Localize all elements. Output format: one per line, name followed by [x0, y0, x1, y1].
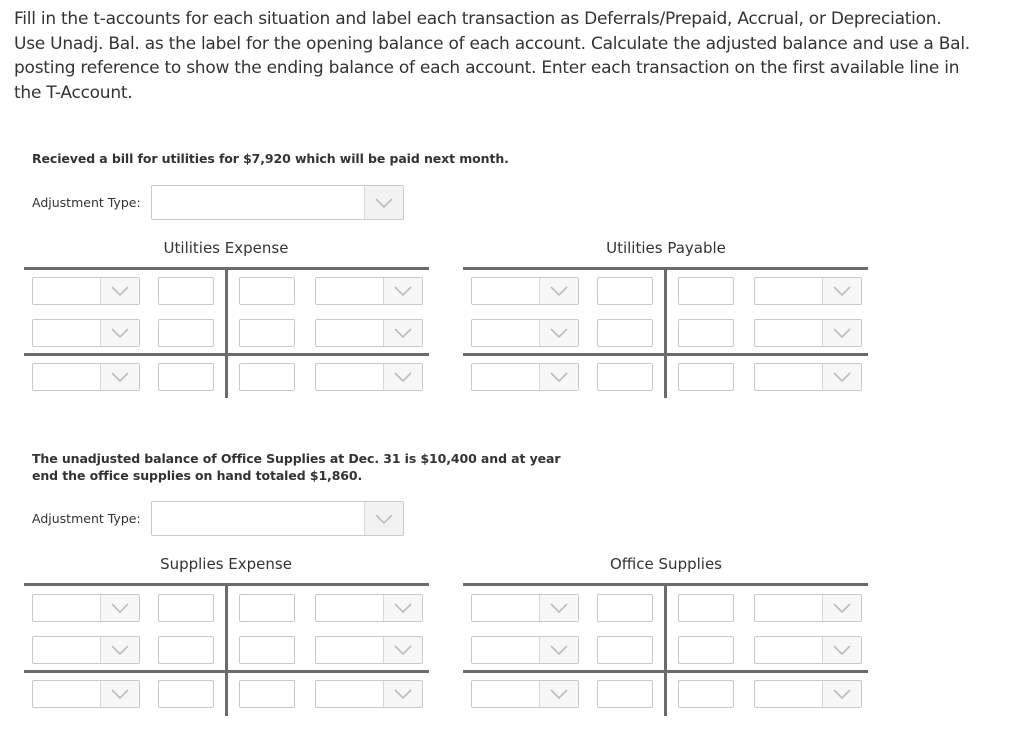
chevron-down-icon	[548, 601, 570, 615]
debit-label-select[interactable]	[471, 363, 579, 391]
dropdown-arrow[interactable]	[539, 320, 578, 346]
t-account-title: Office Supplies	[609, 555, 722, 573]
credit-amount-input[interactable]	[239, 636, 295, 664]
debit-amount-input[interactable]	[597, 319, 653, 347]
dropdown-arrow[interactable]	[100, 364, 139, 390]
debit-label-select[interactable]	[471, 680, 579, 708]
credit-amount-input[interactable]	[239, 319, 295, 347]
dropdown-arrow[interactable]	[822, 637, 861, 663]
debit-amount-input[interactable]	[597, 277, 653, 305]
debit-amount-input[interactable]	[158, 277, 214, 305]
dropdown-arrow[interactable]	[539, 681, 578, 707]
chevron-down-icon	[373, 196, 395, 210]
t-account-divider	[664, 267, 667, 398]
credit-amount-input[interactable]	[678, 636, 734, 664]
chevron-down-icon	[548, 370, 570, 384]
debit-label-select[interactable]	[471, 319, 579, 347]
dropdown-arrow[interactable]	[100, 278, 139, 304]
credit-label-select[interactable]	[754, 363, 862, 391]
debit-label-select[interactable]	[32, 277, 140, 305]
dropdown-arrow[interactable]	[539, 637, 578, 663]
chevron-down-icon	[392, 643, 414, 657]
chevron-down-icon	[392, 284, 414, 298]
credit-label-select[interactable]	[754, 277, 862, 305]
chevron-down-icon	[109, 370, 131, 384]
chevron-down-icon	[831, 601, 853, 615]
dropdown-arrow[interactable]	[822, 681, 861, 707]
credit-amount-input[interactable]	[678, 319, 734, 347]
chevron-down-icon	[831, 370, 853, 384]
dropdown-arrow[interactable]	[383, 595, 422, 621]
credit-amount-input[interactable]	[239, 363, 295, 391]
t-account-divider	[664, 583, 667, 716]
debit-amount-input[interactable]	[597, 680, 653, 708]
credit-label-select[interactable]	[315, 594, 423, 622]
chevron-down-icon	[392, 601, 414, 615]
debit-amount-input[interactable]	[158, 636, 214, 664]
debit-amount-input[interactable]	[597, 594, 653, 622]
dropdown-arrow[interactable]	[100, 681, 139, 707]
dropdown-arrow[interactable]	[539, 595, 578, 621]
debit-label-select[interactable]	[32, 363, 140, 391]
dropdown-arrow[interactable]	[364, 186, 403, 219]
dropdown-arrow[interactable]	[100, 320, 139, 346]
chevron-down-icon	[548, 687, 570, 701]
debit-amount-input[interactable]	[597, 636, 653, 664]
credit-label-select[interactable]	[315, 319, 423, 347]
dropdown-arrow[interactable]	[383, 278, 422, 304]
credit-label-select[interactable]	[315, 277, 423, 305]
dropdown-arrow[interactable]	[822, 278, 861, 304]
dropdown-arrow[interactable]	[822, 595, 861, 621]
chevron-down-icon	[373, 512, 395, 526]
credit-label-select[interactable]	[315, 636, 423, 664]
credit-label-select[interactable]	[315, 363, 423, 391]
credit-amount-input[interactable]	[678, 277, 734, 305]
instructions-text: Fill in the t-accounts for each situation and label each transaction as Deferrals/Prepaid, Accrual, or Depreciation. Use Unadj. Bal. as the label for the opening balance of each account. Calculate the adjusted balance and use a Bal. posting reference to show the ending balance of each account. Enter each transaction on the first available line in the T-Account.	[14, 9, 970, 103]
t-account-divider	[225, 583, 228, 716]
situation-description: The unadjusted balance of Office Supplies at Dec. 31 is $10,400 and at year end the office supplies on hand totaled $1,860.	[32, 451, 561, 483]
credit-label-select[interactable]	[754, 680, 862, 708]
debit-amount-input[interactable]	[158, 594, 214, 622]
debit-label-select[interactable]	[471, 277, 579, 305]
dropdown-arrow[interactable]	[822, 364, 861, 390]
dropdown-arrow[interactable]	[539, 364, 578, 390]
credit-label-select[interactable]	[315, 680, 423, 708]
chevron-down-icon	[831, 643, 853, 657]
credit-label-select[interactable]	[754, 594, 862, 622]
chevron-down-icon	[548, 284, 570, 298]
adjustment-type-select[interactable]	[151, 501, 404, 536]
credit-amount-input[interactable]	[239, 594, 295, 622]
chevron-down-icon	[831, 284, 853, 298]
dropdown-arrow[interactable]	[100, 595, 139, 621]
t-account-title: Utilities Expense	[163, 239, 289, 257]
dropdown-arrow[interactable]	[383, 364, 422, 390]
chevron-down-icon	[392, 370, 414, 384]
debit-label-select[interactable]	[471, 636, 579, 664]
chevron-down-icon	[109, 326, 131, 340]
dropdown-arrow[interactable]	[383, 637, 422, 663]
debit-label-select[interactable]	[32, 636, 140, 664]
debit-label-select[interactable]	[32, 680, 140, 708]
credit-amount-input[interactable]	[678, 680, 734, 708]
dropdown-arrow[interactable]	[822, 320, 861, 346]
credit-amount-input[interactable]	[678, 363, 734, 391]
chevron-down-icon	[831, 687, 853, 701]
chevron-down-icon	[109, 687, 131, 701]
chevron-down-icon	[392, 326, 414, 340]
chevron-down-icon	[109, 601, 131, 615]
adjustment-type-select[interactable]	[151, 185, 404, 220]
situation-description: Recieved a bill for utilities for $7,920 which will be paid next month.	[32, 151, 509, 166]
chevron-down-icon	[392, 687, 414, 701]
adjustment-type-label: Adjustment Type:	[32, 195, 141, 210]
debit-label-select[interactable]	[471, 594, 579, 622]
dropdown-arrow[interactable]	[383, 320, 422, 346]
chevron-down-icon	[831, 326, 853, 340]
credit-amount-input[interactable]	[239, 680, 295, 708]
t-account-title: Utilities Payable	[606, 239, 726, 257]
chevron-down-icon	[109, 643, 131, 657]
adjustment-type-label: Adjustment Type:	[32, 511, 141, 526]
credit-label-select[interactable]	[754, 636, 862, 664]
debit-label-select[interactable]	[32, 319, 140, 347]
dropdown-arrow[interactable]	[100, 637, 139, 663]
debit-amount-input[interactable]	[597, 363, 653, 391]
chevron-down-icon	[548, 326, 570, 340]
debit-amount-input[interactable]	[158, 680, 214, 708]
debit-label-select[interactable]	[32, 594, 140, 622]
debit-amount-input[interactable]	[158, 363, 214, 391]
dropdown-arrow[interactable]	[383, 681, 422, 707]
dropdown-arrow[interactable]	[539, 278, 578, 304]
t-account-title: Supplies Expense	[160, 555, 292, 573]
debit-amount-input[interactable]	[158, 319, 214, 347]
chevron-down-icon	[109, 284, 131, 298]
dropdown-arrow[interactable]	[364, 502, 403, 535]
chevron-down-icon	[548, 643, 570, 657]
credit-amount-input[interactable]	[239, 277, 295, 305]
credit-label-select[interactable]	[754, 319, 862, 347]
t-account-divider	[225, 267, 228, 398]
credit-amount-input[interactable]	[678, 594, 734, 622]
